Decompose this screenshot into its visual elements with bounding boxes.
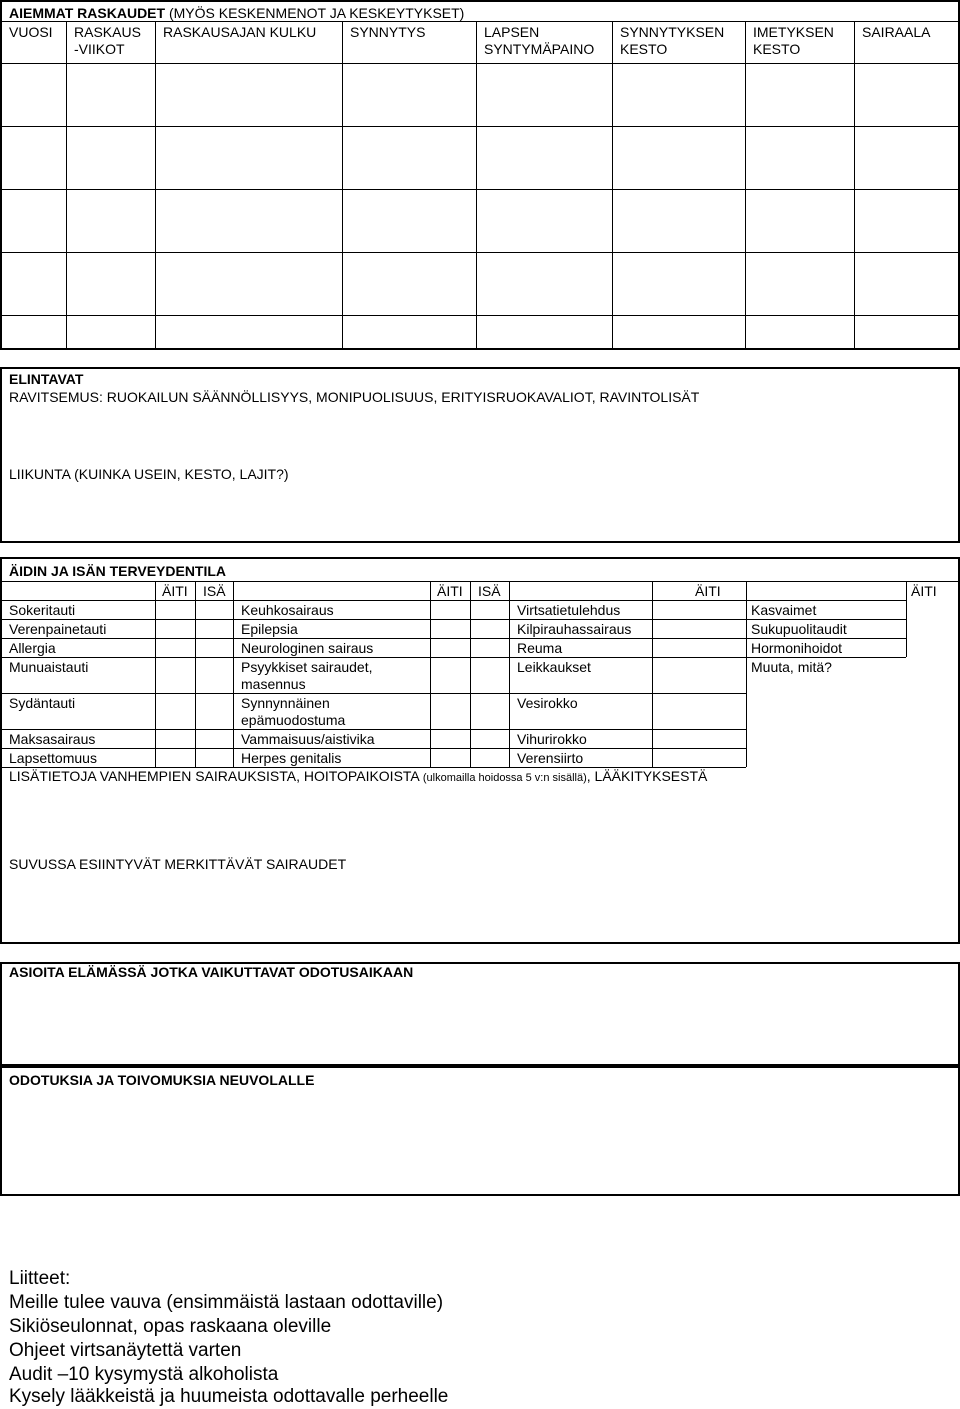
condition-label: Reuma: [517, 640, 563, 656]
col-lapsen-syntymapaino: LAPSEN SYNTYMÄPAINO: [484, 24, 595, 57]
isa-header-2: ISÄ: [478, 583, 501, 599]
condition-label: Vihurirokko: [517, 731, 587, 747]
col-synnytyksen-kesto: SYNNYTYKSEN KESTO: [620, 24, 725, 57]
condition-label: Verensiirto: [517, 750, 584, 766]
condition-label: Kilpirauhassairaus: [517, 621, 632, 637]
condition-label: Keuhkosairaus: [241, 602, 334, 618]
attachment-item: Sikiöseulonnat, opas raskaana oleville: [9, 1316, 332, 1337]
isa-header-1: ISÄ: [203, 583, 226, 599]
aiti-header-4: ÄITI: [911, 583, 937, 599]
health-title: ÄIDIN JA ISÄN TERVEYDENTILA: [9, 563, 227, 579]
condition-label: Sukupuolitaudit: [751, 621, 847, 637]
exercise-label: LIIKUNTA (KUINKA USEIN, KESTO, LAJIT?): [9, 466, 289, 482]
col-imetyksen-kesto: IMETYKSEN KESTO: [753, 24, 834, 57]
aiti-header-1: ÄITI: [162, 583, 188, 599]
condition-label: Synnynnäinen epämuodostuma: [241, 695, 346, 728]
aiti-header-3: ÄITI: [695, 583, 721, 599]
condition-label: Sydäntauti: [9, 695, 76, 711]
condition-label: Vesirokko: [517, 695, 578, 711]
condition-label: Virtsatietulehdus: [517, 602, 621, 618]
nutrition-label: RAVITSEMUS: RUOKAILUN SÄÄNNÖLLISYYS, MONIPUOLISUUS, ERITYISRUOKAVALIOT, RAVINTOLISÄT: [9, 389, 700, 405]
condition-label: Maksasairaus: [9, 731, 96, 747]
wishes-title: ODOTUKSIA JA TOIVOMUKSIA NEUVOLALLE: [9, 1072, 315, 1088]
condition-label: Vammaisuus/aistivika: [241, 731, 375, 747]
col-raskausajan-kulku: RASKAUSAJAN KULKU: [163, 24, 317, 40]
condition-label: Neurologinen sairaus: [241, 640, 374, 656]
life-events-title: ASIOITA ELÄMÄSSÄ JOTKA VAIKUTTAVAT ODOTUSAIKAAN: [9, 964, 414, 980]
condition-label: Hormonihoidot: [751, 640, 843, 656]
aiti-header-2: ÄITI: [437, 583, 463, 599]
condition-label: Lapsettomuus: [9, 750, 97, 766]
condition-label: Herpes genitalis: [241, 750, 342, 766]
attachment-item: Kysely lääkkeistä ja huumeista odottavalle perheelle: [9, 1386, 449, 1407]
condition-label: Munuaistauti: [9, 659, 89, 675]
col-vuosi: VUOSI: [9, 24, 53, 40]
condition-label: Kasvaimet: [751, 602, 817, 618]
condition-label: Allergia: [9, 640, 56, 656]
condition-label: Verenpainetauti: [9, 621, 107, 637]
col-raskaus: RASKAUS -VIIKOT: [74, 24, 141, 57]
extra-info-label: LISÄTIETOJA VANHEMPIEN SAIRAUKSISTA, HOITOPAIKOISTA (ulkomailla hoidossa 5 v:n sisällä), LÄÄKITYKSESTÄ: [9, 768, 708, 784]
col-synnytys: SYNNYTYS: [350, 24, 426, 40]
condition-label: Epilepsia: [241, 621, 298, 637]
condition-label: Psyykkiset sairaudet, masennus: [241, 659, 373, 692]
condition-label: Leikkaukset: [517, 659, 591, 675]
col-sairaala: SAIRAALA: [862, 24, 931, 40]
attachment-item: Meille tulee vauva (ensimmäistä lastaan odottaville): [9, 1292, 444, 1313]
attachment-item: Ohjeet virtsanäytettä varten: [9, 1340, 242, 1361]
condition-label: Muuta, mitä?: [751, 659, 832, 675]
attachment-item: Audit –10 kysymystä alkoholista: [9, 1364, 279, 1385]
condition-label: Sokeritauti: [9, 602, 76, 618]
family-diseases-label: SUVUSSA ESIINTYVÄT MERKITTÄVÄT SAIRAUDET: [9, 856, 347, 872]
pregnancies-title: AIEMMAT RASKAUDET (MYÖS KESKENMENOT JA KESKEYTYKSET): [9, 5, 465, 21]
attachments-title: Liitteet:: [9, 1268, 71, 1289]
habits-title: ELINTAVAT: [9, 371, 84, 387]
